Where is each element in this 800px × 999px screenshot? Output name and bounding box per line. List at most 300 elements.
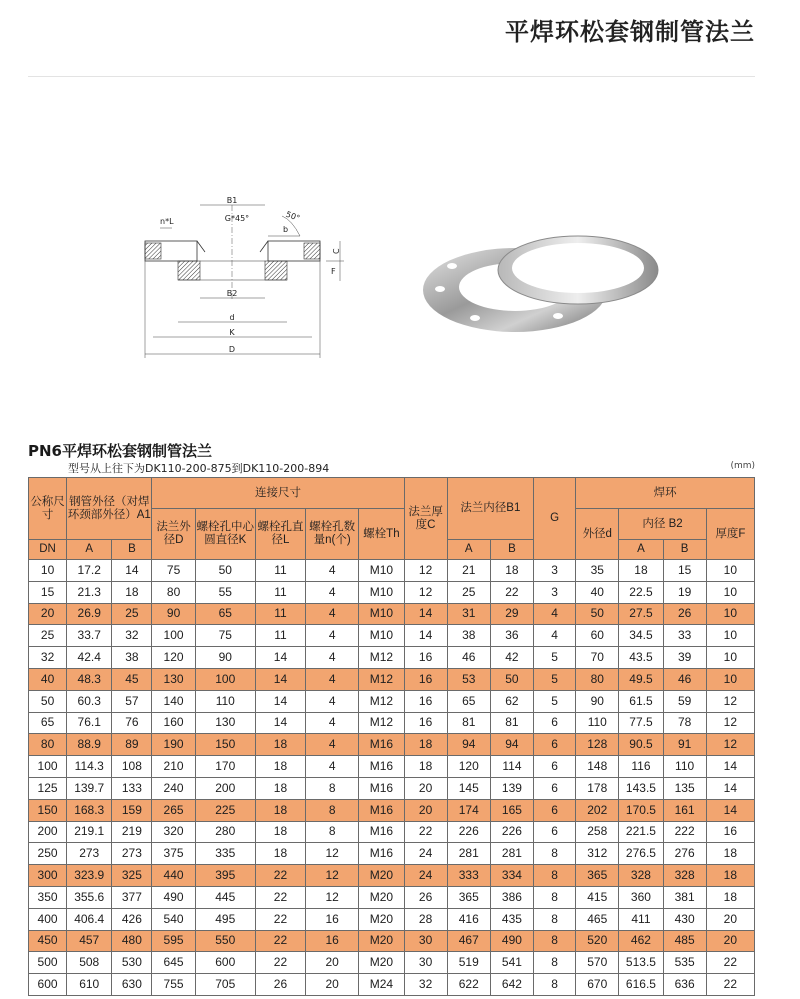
table-cell: 76.1 — [67, 712, 112, 734]
model-range: 型号从上往下为DK110-200-875到DK110-200-894 — [68, 462, 330, 475]
table-cell: 90 — [576, 690, 619, 712]
table-cell: 24 — [404, 843, 447, 865]
table-row — [29, 756, 755, 778]
table-cell: 90 — [195, 647, 255, 669]
table-cell: 8 — [306, 799, 359, 821]
table-cell: 33.7 — [67, 625, 112, 647]
table-cell: M16 — [359, 756, 404, 778]
table-cell: 33 — [663, 625, 706, 647]
table-cell: 10 — [706, 647, 754, 669]
table-cell: 50 — [29, 690, 67, 712]
table-cell: 70 — [576, 647, 619, 669]
table-cell: 18 — [706, 886, 754, 908]
table-cell: 325 — [112, 865, 152, 887]
table-cell: 60.3 — [67, 690, 112, 712]
header-flange-id-a: A — [447, 540, 490, 560]
table-cell: 91 — [663, 734, 706, 756]
spec-table — [28, 477, 755, 996]
table-cell: 465 — [576, 908, 619, 930]
table-cell: 200 — [29, 821, 67, 843]
table-cell: 25 — [29, 625, 67, 647]
table-cell: 140 — [152, 690, 195, 712]
table-cell: M10 — [359, 603, 404, 625]
table-cell: 10 — [706, 581, 754, 603]
table-cell: 18 — [255, 777, 305, 799]
table-cell: 11 — [255, 581, 305, 603]
table-cell: 22 — [255, 865, 305, 887]
table-cell: 480 — [112, 930, 152, 952]
label-b2: B2 — [226, 289, 238, 298]
table-cell: 595 — [152, 930, 195, 952]
table-cell: 600 — [29, 974, 67, 996]
table-cell: 10 — [29, 560, 67, 582]
table-cell: 490 — [490, 930, 533, 952]
table-cell: 462 — [619, 930, 663, 952]
label-d-big: D — [228, 345, 236, 354]
table-cell: 495 — [195, 908, 255, 930]
section-title: PN6平焊环松套钢制管法兰 — [28, 442, 212, 460]
table-cell: 500 — [29, 952, 67, 974]
table-cell: 53 — [447, 668, 490, 690]
table-cell: 80 — [152, 581, 195, 603]
table-cell: 457 — [67, 930, 112, 952]
table-cell: 139 — [490, 777, 533, 799]
table-cell: 139.7 — [67, 777, 112, 799]
table-cell: 328 — [619, 865, 663, 887]
table-cell: 168.3 — [67, 799, 112, 821]
table-cell: 165 — [490, 799, 533, 821]
table-cell: 178 — [576, 777, 619, 799]
table-cell: 386 — [490, 886, 533, 908]
table-cell: 16 — [404, 712, 447, 734]
table-cell: 415 — [576, 886, 619, 908]
header-flange-od: 法兰外径D — [152, 509, 195, 560]
table-cell: 20 — [29, 603, 67, 625]
table-cell: 35 — [576, 560, 619, 582]
table-cell: 4 — [306, 712, 359, 734]
header-pipe-od: 钢管外径（对焊环颈部外径）A1 — [67, 478, 152, 540]
table-cell: 17.2 — [67, 560, 112, 582]
table-cell: 630 — [112, 974, 152, 996]
header-pipe-a: A — [67, 540, 112, 560]
table-cell: 8 — [534, 865, 576, 887]
table-cell: 100 — [152, 625, 195, 647]
table-cell: 18 — [619, 560, 663, 582]
table-row — [29, 777, 755, 799]
table-cell: 26 — [404, 886, 447, 908]
table-cell: 48.3 — [67, 668, 112, 690]
table-cell: 219.1 — [67, 821, 112, 843]
table-cell: 8 — [534, 886, 576, 908]
table-cell: 540 — [152, 908, 195, 930]
table-cell: 435 — [490, 908, 533, 930]
table-cell: 3 — [534, 560, 576, 582]
table-cell: 8 — [534, 843, 576, 865]
table-cell: 600 — [195, 952, 255, 974]
table-cell: 335 — [195, 843, 255, 865]
table-cell: 670 — [576, 974, 619, 996]
table-cell: 12 — [706, 690, 754, 712]
table-cell: 4 — [306, 690, 359, 712]
table-cell: 18 — [706, 843, 754, 865]
table-cell: 50 — [576, 603, 619, 625]
table-cell: 541 — [490, 952, 533, 974]
table-cell: 90 — [152, 603, 195, 625]
table-cell: 38 — [447, 625, 490, 647]
table-cell: 36 — [490, 625, 533, 647]
table-cell: 148 — [576, 756, 619, 778]
table-cell: 22 — [255, 908, 305, 930]
table-cell: 22 — [255, 930, 305, 952]
table-cell: 355.6 — [67, 886, 112, 908]
table-cell: 11 — [255, 603, 305, 625]
table-cell: 21 — [447, 560, 490, 582]
table-cell: 116 — [619, 756, 663, 778]
table-cell: 25 — [447, 581, 490, 603]
table-cell: 400 — [29, 908, 67, 930]
table-cell: 40 — [576, 581, 619, 603]
table-cell: 34.5 — [619, 625, 663, 647]
table-cell: 14 — [255, 668, 305, 690]
table-cell: 55 — [195, 581, 255, 603]
table-row — [29, 625, 755, 647]
header-flange-id-b: B — [490, 540, 533, 560]
table-cell: 4 — [306, 668, 359, 690]
header-flange-id: 法兰内径B1 — [447, 478, 533, 540]
table-cell: 610 — [67, 974, 112, 996]
table-cell: 16 — [306, 908, 359, 930]
table-cell: 323.9 — [67, 865, 112, 887]
table-cell: M12 — [359, 712, 404, 734]
table-row — [29, 886, 755, 908]
table-cell: 28 — [404, 908, 447, 930]
table-cell: 145 — [447, 777, 490, 799]
table-cell: 130 — [195, 712, 255, 734]
table-row — [29, 581, 755, 603]
table-cell: 20 — [306, 952, 359, 974]
table-row — [29, 712, 755, 734]
table-cell: 8 — [534, 908, 576, 930]
table-cell: 705 — [195, 974, 255, 996]
table-cell: 16 — [404, 690, 447, 712]
table-cell: 281 — [490, 843, 533, 865]
table-cell: 49.5 — [619, 668, 663, 690]
table-cell: 273 — [112, 843, 152, 865]
table-cell: 81 — [490, 712, 533, 734]
table-cell: M12 — [359, 668, 404, 690]
table-cell: 32 — [404, 974, 447, 996]
table-cell: 226 — [447, 821, 490, 843]
table-cell: 150 — [195, 734, 255, 756]
table-cell: 110 — [576, 712, 619, 734]
table-cell: 445 — [195, 886, 255, 908]
table-row — [29, 843, 755, 865]
header-pipe-b: B — [112, 540, 152, 560]
header-flange-thickness: 法兰厚度C — [404, 478, 447, 560]
label-nl: n*L — [160, 217, 174, 226]
table-cell: 88.9 — [67, 734, 112, 756]
table-cell: 32 — [112, 625, 152, 647]
table-cell: 4 — [534, 625, 576, 647]
table-cell: 10 — [706, 625, 754, 647]
table-cell: 8 — [306, 821, 359, 843]
label-f: F — [331, 267, 336, 276]
table-cell: 46 — [447, 647, 490, 669]
table-cell: 5 — [534, 668, 576, 690]
header-nominal: 公称尺寸 — [29, 478, 67, 540]
table-cell: 490 — [152, 886, 195, 908]
table-cell: 174 — [447, 799, 490, 821]
table-cell: 513.5 — [619, 952, 663, 974]
table-cell: M16 — [359, 734, 404, 756]
table-row — [29, 952, 755, 974]
table-cell: 16 — [404, 647, 447, 669]
table-cell: M20 — [359, 886, 404, 908]
table-cell: 20 — [706, 930, 754, 952]
table-cell: 81 — [447, 712, 490, 734]
table-cell: 32 — [29, 647, 67, 669]
table-cell: 110 — [195, 690, 255, 712]
table-cell: 43.5 — [619, 647, 663, 669]
table-cell: 4 — [306, 734, 359, 756]
table-cell: 30 — [404, 930, 447, 952]
table-cell: 219 — [112, 821, 152, 843]
table-cell: 210 — [152, 756, 195, 778]
table-cell: 411 — [619, 908, 663, 930]
table-cell: 14 — [255, 712, 305, 734]
table-cell: 75 — [152, 560, 195, 582]
table-cell: 6 — [534, 821, 576, 843]
table-cell: 20 — [706, 908, 754, 930]
table-cell: 133 — [112, 777, 152, 799]
table-cell: 65 — [195, 603, 255, 625]
table-cell: 3 — [534, 581, 576, 603]
table-cell: 280 — [195, 821, 255, 843]
table-cell: M20 — [359, 865, 404, 887]
table-cell: 5 — [534, 690, 576, 712]
flange-product-image — [420, 225, 670, 335]
table-cell: 65 — [447, 690, 490, 712]
table-cell: 221.5 — [619, 821, 663, 843]
table-cell: 12 — [306, 843, 359, 865]
table-cell: 18 — [404, 756, 447, 778]
table-cell: 250 — [29, 843, 67, 865]
table-cell: M12 — [359, 690, 404, 712]
table-cell: 226 — [490, 821, 533, 843]
table-cell: 89 — [112, 734, 152, 756]
table-cell: 508 — [67, 952, 112, 974]
header-ring-thickness: 厚度F — [706, 509, 754, 560]
table-cell: 50 — [490, 668, 533, 690]
table-cell: 519 — [447, 952, 490, 974]
table-cell: 365 — [576, 865, 619, 887]
table-cell: 12 — [706, 734, 754, 756]
table-cell: 100 — [195, 668, 255, 690]
table-cell: 642 — [490, 974, 533, 996]
table-cell: 222 — [663, 821, 706, 843]
table-cell: 45 — [112, 668, 152, 690]
table-cell: 265 — [152, 799, 195, 821]
table-cell: M12 — [359, 647, 404, 669]
page-title: 平焊环松套钢制管法兰 — [505, 18, 755, 46]
table-cell: 4 — [306, 581, 359, 603]
label-b: b — [283, 225, 289, 234]
table-cell: 328 — [663, 865, 706, 887]
table-cell: 22 — [255, 952, 305, 974]
table-cell: 550 — [195, 930, 255, 952]
table-cell: 6 — [534, 756, 576, 778]
table-cell: 18 — [404, 734, 447, 756]
label-d-small: d — [229, 313, 235, 322]
table-cell: 4 — [306, 756, 359, 778]
table-cell: 42 — [490, 647, 533, 669]
table-cell: 281 — [447, 843, 490, 865]
table-cell: 170 — [195, 756, 255, 778]
table-cell: 6 — [534, 777, 576, 799]
table-row — [29, 603, 755, 625]
table-cell: 25 — [112, 603, 152, 625]
table-cell: 160 — [152, 712, 195, 734]
table-cell: 12 — [306, 886, 359, 908]
table-cell: 10 — [706, 560, 754, 582]
table-cell: 110 — [663, 756, 706, 778]
table-cell: 430 — [663, 908, 706, 930]
table-cell: 18 — [112, 581, 152, 603]
table-cell: 530 — [112, 952, 152, 974]
label-g45: G*45° — [224, 214, 250, 223]
table-cell: 450 — [29, 930, 67, 952]
table-cell: 8 — [534, 930, 576, 952]
table-cell: 20 — [404, 777, 447, 799]
table-cell: 12 — [306, 865, 359, 887]
table-row — [29, 799, 755, 821]
table-cell: 4 — [306, 560, 359, 582]
table-cell: 57 — [112, 690, 152, 712]
table-cell: 114.3 — [67, 756, 112, 778]
table-cell: 29 — [490, 603, 533, 625]
table-cell: 22 — [255, 886, 305, 908]
table-cell: 75 — [195, 625, 255, 647]
table-cell: 16 — [306, 930, 359, 952]
table-cell: M16 — [359, 777, 404, 799]
table-cell: 14 — [706, 799, 754, 821]
table-cell: 143.5 — [619, 777, 663, 799]
table-row — [29, 668, 755, 690]
table-cell: 16 — [404, 668, 447, 690]
table-cell: 40 — [29, 668, 67, 690]
spec-table-body — [29, 560, 755, 996]
header-bolt-hole: 螺栓孔直径L — [255, 509, 305, 560]
table-cell: 334 — [490, 865, 533, 887]
table-cell: 15 — [29, 581, 67, 603]
table-cell: M10 — [359, 581, 404, 603]
table-cell: 426 — [112, 908, 152, 930]
table-cell: 14 — [404, 603, 447, 625]
table-cell: 5 — [534, 647, 576, 669]
table-cell: 14 — [706, 777, 754, 799]
table-cell: M16 — [359, 821, 404, 843]
header-ring-id-a: A — [619, 540, 663, 560]
table-cell: 11 — [255, 625, 305, 647]
table-cell: 14 — [255, 690, 305, 712]
table-cell: 14 — [112, 560, 152, 582]
table-cell: 520 — [576, 930, 619, 952]
table-cell: 80 — [29, 734, 67, 756]
table-cell: 24 — [404, 865, 447, 887]
table-cell: 30 — [404, 952, 447, 974]
table-cell: 320 — [152, 821, 195, 843]
table-cell: 120 — [447, 756, 490, 778]
table-cell: 381 — [663, 886, 706, 908]
table-cell: 377 — [112, 886, 152, 908]
table-cell: 62 — [490, 690, 533, 712]
table-cell: 12 — [404, 560, 447, 582]
table-cell: 135 — [663, 777, 706, 799]
table-cell: 406.4 — [67, 908, 112, 930]
table-cell: 20 — [404, 799, 447, 821]
table-cell: 365 — [447, 886, 490, 908]
header-g: G — [534, 478, 576, 560]
table-cell: 622 — [447, 974, 490, 996]
table-cell: 18 — [255, 756, 305, 778]
table-cell: 161 — [663, 799, 706, 821]
header-connection: 连接尺寸 — [152, 478, 404, 509]
table-cell: 258 — [576, 821, 619, 843]
table-cell: 128 — [576, 734, 619, 756]
table-cell: 65 — [29, 712, 67, 734]
table-cell: 19 — [663, 581, 706, 603]
header-bolt: 螺栓Th — [359, 509, 404, 560]
table-cell: 6 — [534, 799, 576, 821]
table-cell: 150 — [29, 799, 67, 821]
table-cell: M10 — [359, 625, 404, 647]
table-cell: 240 — [152, 777, 195, 799]
unit-label: (mm) — [730, 461, 755, 471]
table-cell: 26.9 — [67, 603, 112, 625]
table-cell: 300 — [29, 865, 67, 887]
table-cell: 570 — [576, 952, 619, 974]
table-cell: 12 — [706, 712, 754, 734]
table-cell: 14 — [255, 647, 305, 669]
table-cell: 4 — [306, 603, 359, 625]
table-cell: 4 — [534, 603, 576, 625]
table-cell: 78 — [663, 712, 706, 734]
table-cell: M20 — [359, 930, 404, 952]
table-cell: 59 — [663, 690, 706, 712]
table-cell: 645 — [152, 952, 195, 974]
table-cell: M24 — [359, 974, 404, 996]
header-dn: DN — [29, 540, 67, 560]
table-cell: 200 — [195, 777, 255, 799]
table-cell: 114 — [490, 756, 533, 778]
table-cell: 26 — [255, 974, 305, 996]
table-row — [29, 974, 755, 996]
table-cell: 18 — [255, 799, 305, 821]
table-cell: 6 — [534, 734, 576, 756]
table-cell: 18 — [490, 560, 533, 582]
table-cell: M16 — [359, 843, 404, 865]
table-row — [29, 734, 755, 756]
table-cell: 50 — [195, 560, 255, 582]
label-b1: B1 — [226, 196, 238, 205]
table-cell: 77.5 — [619, 712, 663, 734]
table-cell: 170.5 — [619, 799, 663, 821]
header-bolt-circle: 螺栓孔中心圆直径K — [195, 509, 255, 560]
table-cell: 10 — [706, 603, 754, 625]
header-weld-ring: 焊环 — [576, 478, 755, 509]
table-cell: 535 — [663, 952, 706, 974]
table-row — [29, 865, 755, 887]
